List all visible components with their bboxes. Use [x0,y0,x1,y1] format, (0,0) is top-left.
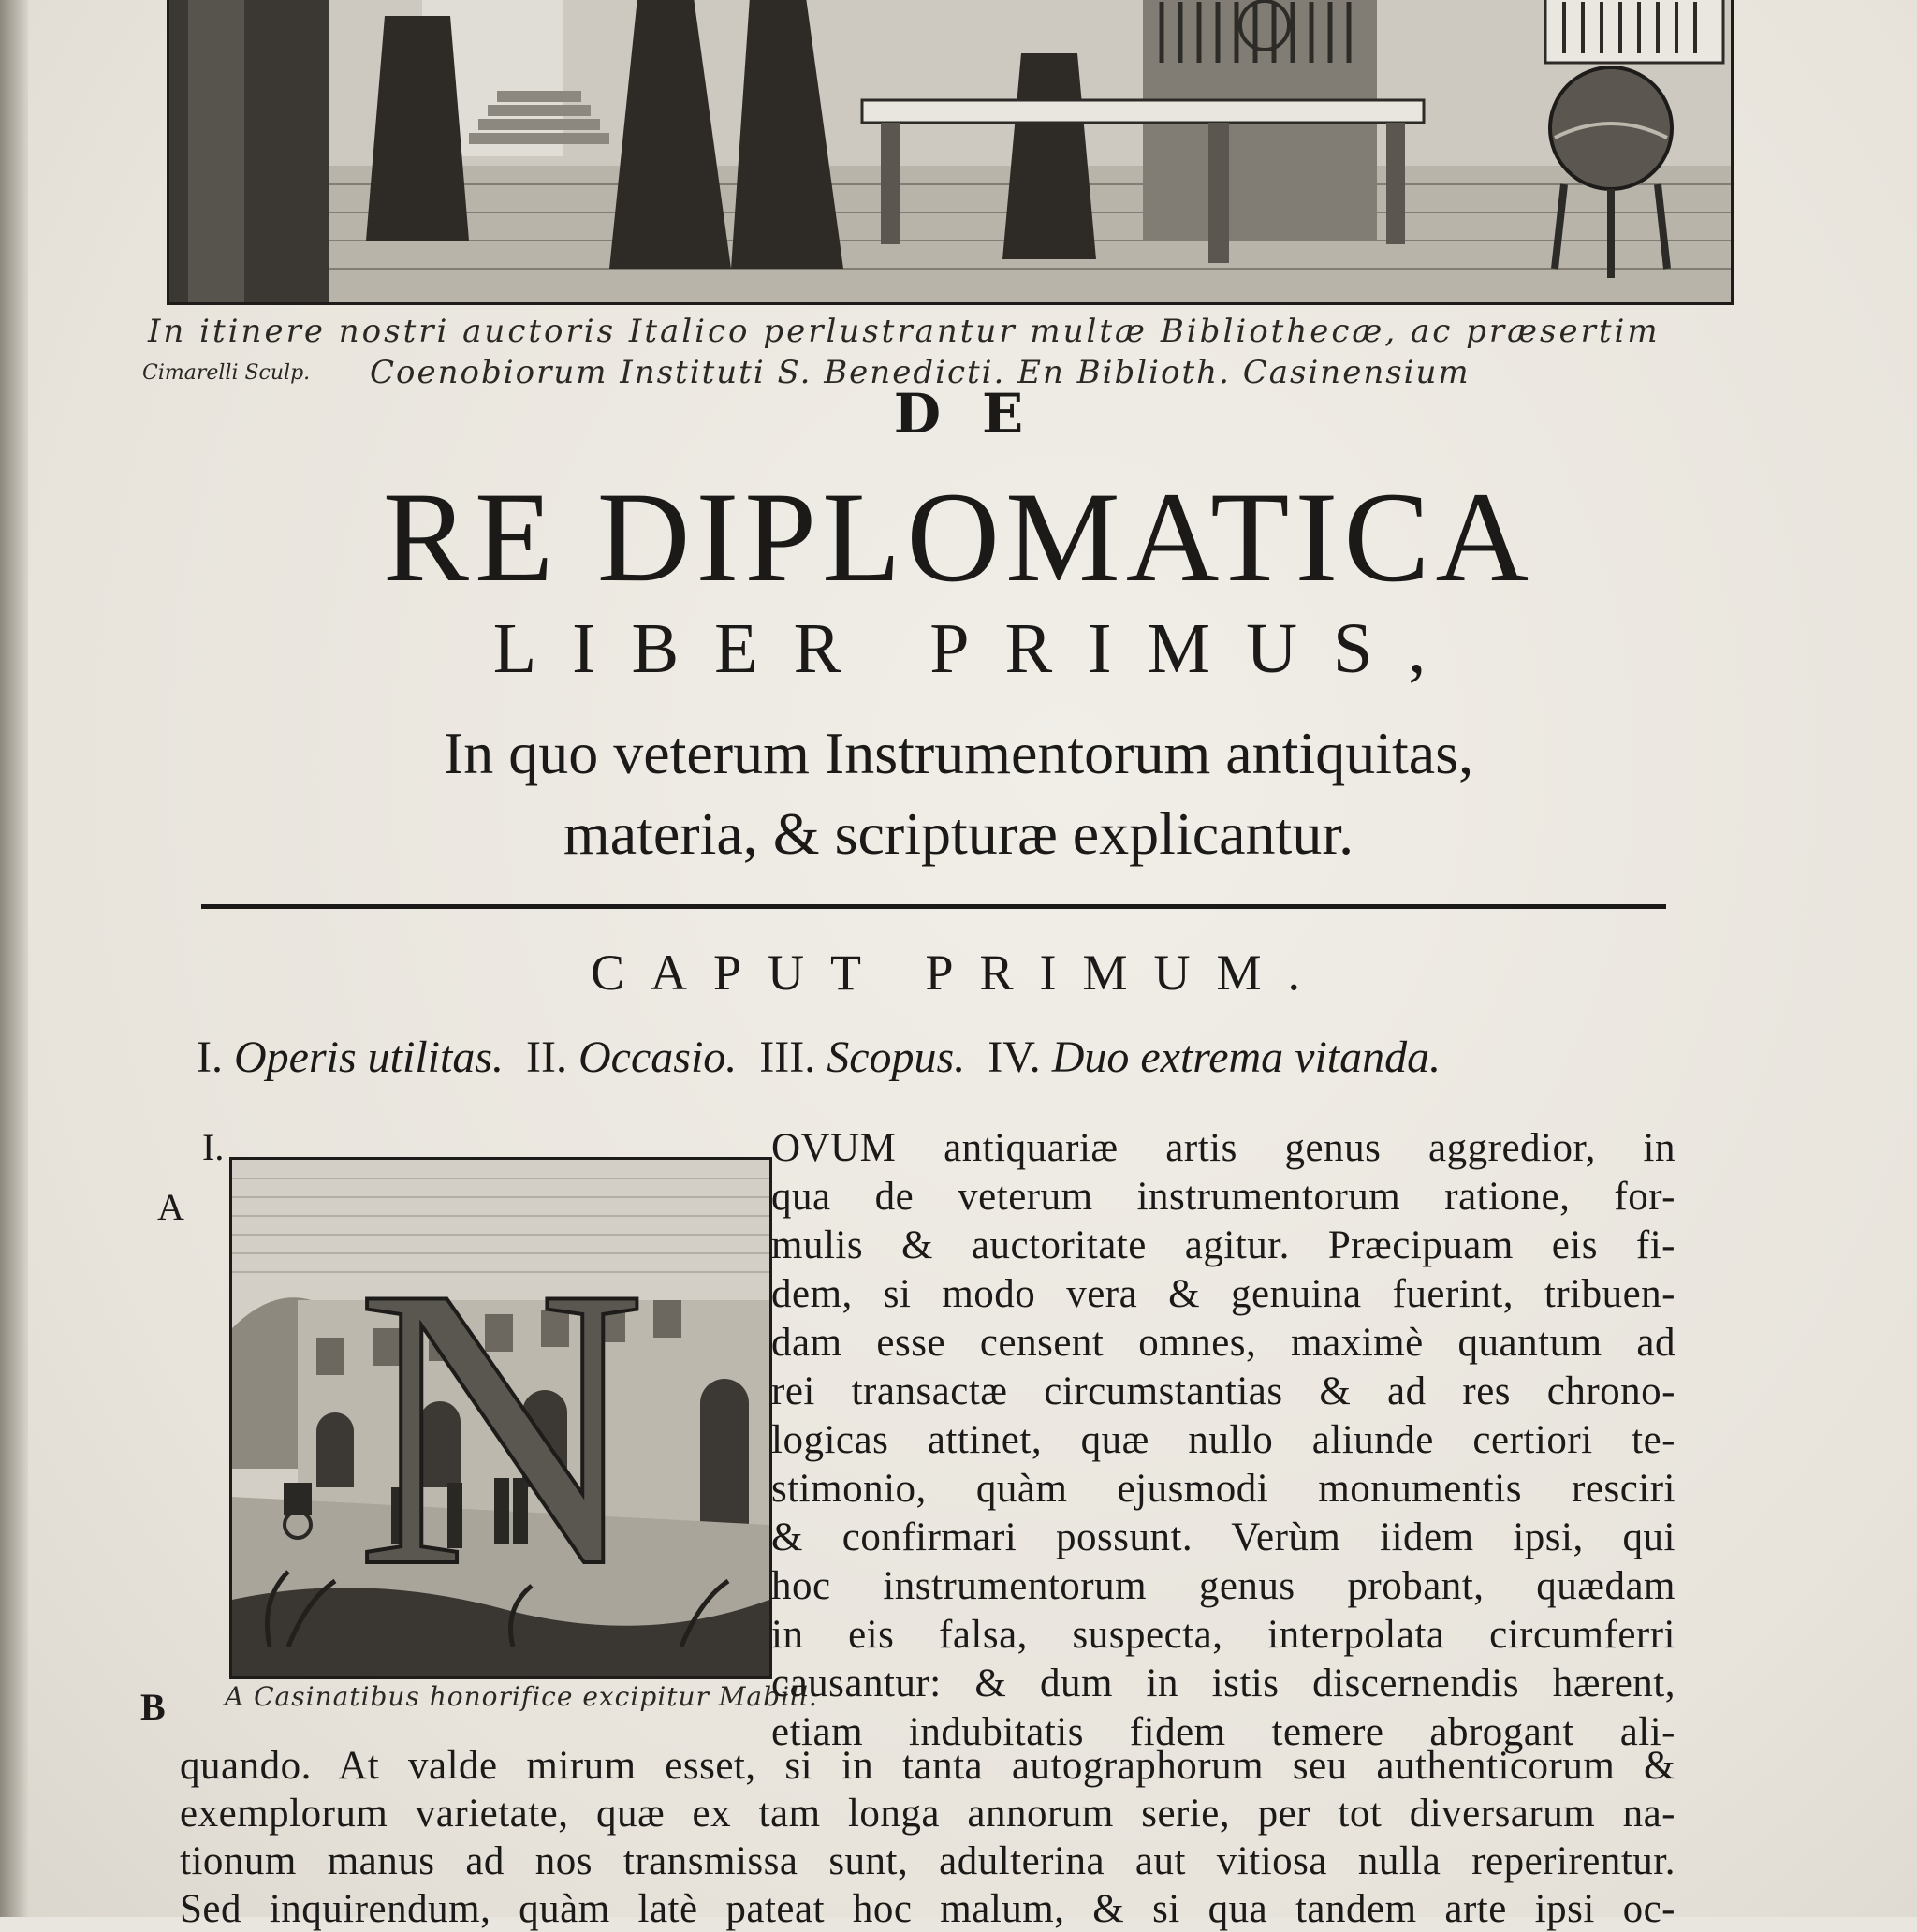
margin-letter-a: A [157,1186,184,1228]
title-main: RE DIPLOMATICA [382,465,1535,608]
initial-letter: N [355,1205,647,1650]
body-line: dam esse censent omnes, maximè quantum ad [771,1321,1676,1365]
body-line: etiam indubitatis fidem temere abrogant ali- [771,1710,1676,1754]
summary-text: Scopus. [827,1032,966,1082]
initial-caption: A Casinatibus honorifice excipitur Mabill. [225,1681,818,1712]
engraver-signature: Cimarelli Sculp. [142,361,311,385]
body-line: hoc instrumentorum genus probant, quædam [771,1564,1676,1608]
summary-num: III. [759,1032,816,1082]
summary-text: Duo extrema vitanda. [1051,1032,1441,1082]
summary-num: IV. [988,1032,1041,1082]
plate-caption-line-2: Coenobiorum Instituti S. Benedicti. En Biblioth. Casinensium [370,354,1471,391]
body-line: causantur: & dum in istis discernendis hærent, [771,1661,1676,1705]
body-line: quando. At valde mirum esset, si in tanta autographorum seu authenticorum & [180,1744,1676,1788]
body-line: in eis falsa, suspecta, interpolata circumferri [771,1613,1676,1657]
body-line: mulis & auctoritate agitur. Præcipuam eis fi- [771,1223,1676,1267]
body-line: OVUM antiquariæ artis genus aggredior, in [771,1126,1676,1170]
section-marker: I. [202,1126,225,1168]
body-line: rei transactæ circumstantias & ad res chrono- [771,1369,1676,1413]
chapter-summary [197,1032,1676,1083]
library-engraving [167,0,1734,305]
summary-text: Occasio. [578,1032,738,1082]
subtitle [0,713,1917,874]
title-liber: LIBER PRIMUS, [492,609,1462,688]
body-line: Sed inquirendum, quàm latè pateat hoc malum, & si qua tandem arte ipsi oc- [180,1887,1676,1931]
margin-letter-b: B [140,1686,166,1728]
summary-text: Operis utilitas. [233,1032,505,1082]
section-divider-rule [201,904,1666,909]
chapter-heading: CAPUT PRIMUM. [590,944,1327,1001]
body-line: logicas attinet, quæ nullo aliunde certiori te- [771,1418,1676,1462]
plate-caption-line-1: In itinere nostri auctoris Italico perlustrantur multæ Bibliothecæ, ac præsertim [148,313,1661,350]
subtitle-line-2: materia, & scripturæ explicantur. [563,800,1354,867]
summary-num: II. [526,1032,567,1082]
title-de: DE [893,382,1065,446]
body-line: exemplorum varietate, quæ ex tam longa annorum serie, per tot diversarum na- [180,1792,1676,1836]
body-line: dem, si modo vera & genuina fuerint, tribuen- [771,1272,1676,1316]
body-line: & confirmari possunt. Verùm iidem ipsi, qui [771,1515,1676,1559]
summary-num: I. [197,1032,223,1082]
decorated-initial-engraving [229,1157,772,1679]
body-line: tionum manus ad nos transmissa sunt, adulterina aut vitiosa nulla reperirentur. [180,1839,1676,1883]
body-line: stimonio, quàm ejusmodi monumentis resciri [771,1467,1676,1511]
subtitle-line-1: In quo veterum Instrumentorum antiquitas, [443,720,1474,786]
body-line: qua de veterum instrumentorum ratione, for- [771,1175,1676,1219]
